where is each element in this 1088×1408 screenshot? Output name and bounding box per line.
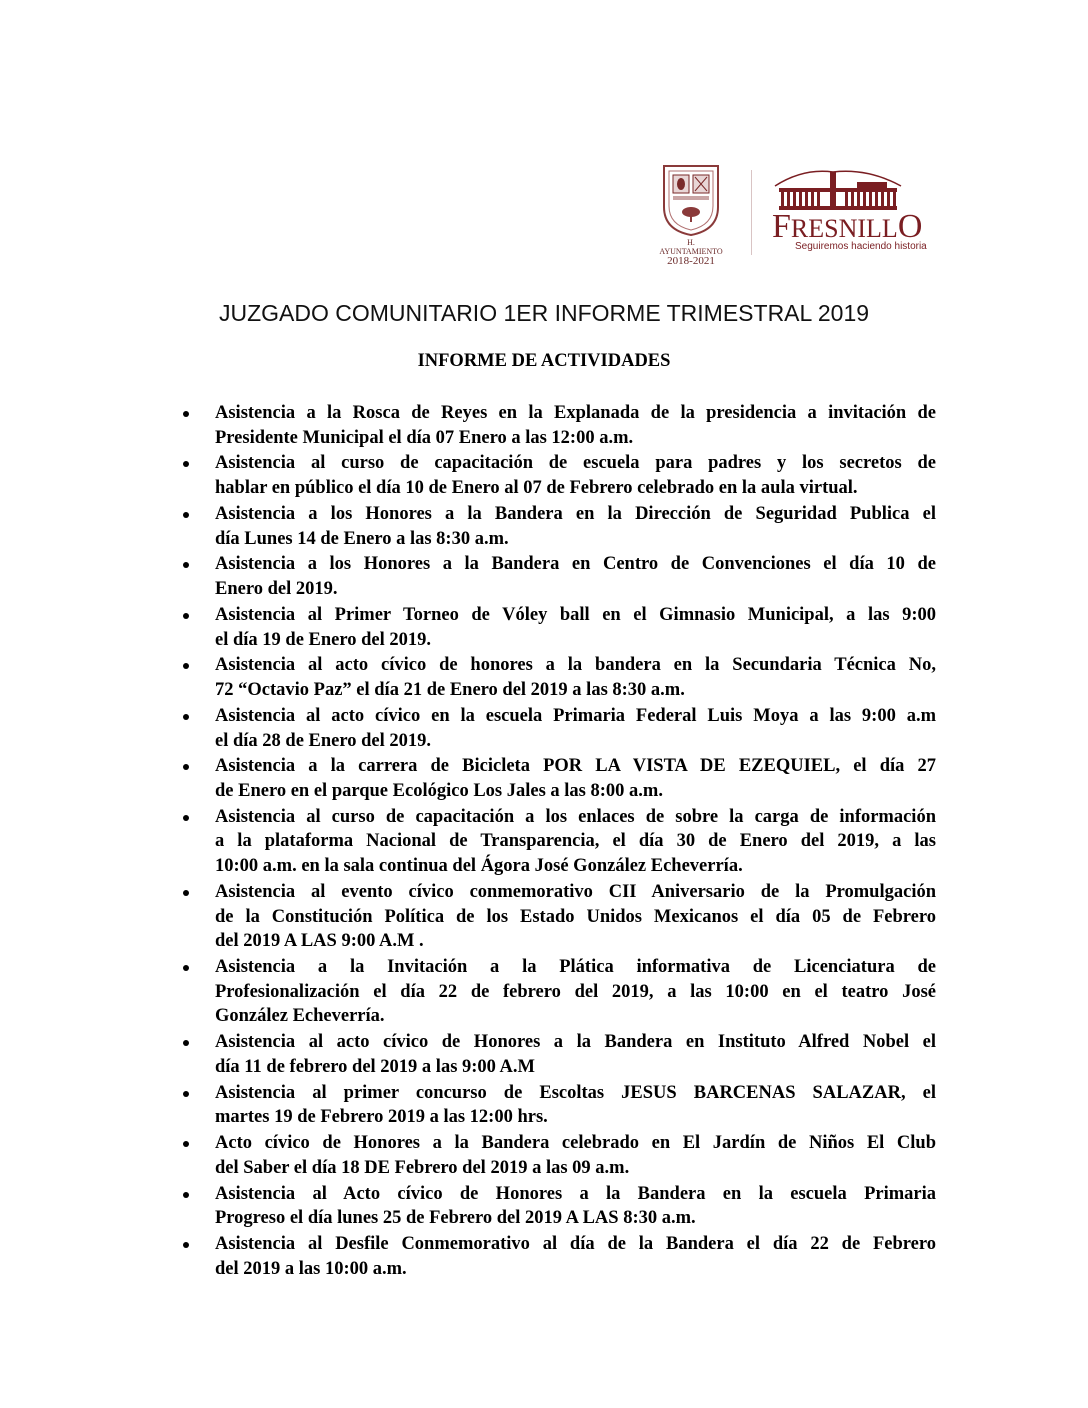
activity-line: el día 28 de Enero del 2019. bbox=[215, 730, 432, 751]
brand-last: O bbox=[897, 208, 923, 245]
activity-line: el día 19 de Enero del 2019. bbox=[215, 629, 432, 650]
bullet-icon bbox=[183, 1242, 189, 1248]
activity-line: Enero del 2019. bbox=[215, 579, 338, 600]
bullet-icon bbox=[183, 562, 189, 568]
bullet-icon bbox=[183, 411, 189, 417]
bullet-icon bbox=[183, 714, 189, 720]
activity-item bbox=[0, 552, 936, 601]
council-name: H. AYUNTAMIENTO bbox=[659, 238, 723, 256]
activity-item bbox=[0, 805, 936, 879]
activity-item bbox=[0, 451, 936, 500]
activity-item bbox=[0, 653, 936, 702]
activity-line: hablar en público el día 10 de Enero al 07 de Febrero celebrado en la aula virtual. bbox=[215, 478, 858, 499]
activity-line: Progreso el día lunes 25 de Febrero del 2019 A LAS 8:30 a.m. bbox=[215, 1208, 696, 1229]
brand-first: F bbox=[772, 208, 791, 245]
municipal-coat-of-arms-icon bbox=[660, 162, 722, 237]
activity-line: a la plataforma Nacional de Transparencia, el día 30 de Enero del 2019, a las bbox=[215, 831, 936, 852]
activity-line: Asistencia a los Honores a la Bandera en Centro de Convenciones el día 10 de bbox=[215, 554, 936, 575]
activity-item bbox=[0, 955, 936, 1029]
activity-item bbox=[0, 1030, 936, 1079]
activity-line: Asistencia al Desfile Conmemorativo al día de la Bandera el día 22 de Febrero bbox=[215, 1234, 936, 1255]
activity-line: Asistencia al acto cívico de Honores a la Bandera en Instituto Alfred Nobel el bbox=[215, 1032, 936, 1053]
document-title: JUZGADO COMUNITARIO 1ER INFORME TRIMESTRAL 2019 bbox=[218, 300, 870, 326]
activity-item bbox=[0, 1131, 936, 1180]
activity-line: Presidente Municipal el día 07 Enero a las 12:00 a.m. bbox=[215, 427, 634, 448]
activity-item bbox=[0, 1182, 936, 1231]
activity-line: Asistencia a la carrera de Bicicleta POR LA VISTA DE EZEQUIEL, el día 27 bbox=[215, 756, 936, 777]
activities-list bbox=[0, 401, 936, 1283]
activity-line: Asistencia al Primer Torneo de Vóley ball en el Gimnasio Municipal, a las 9:00 bbox=[215, 604, 936, 625]
activity-line: Asistencia al primer concurso de Escoltas JESUS BARCENAS SALAZAR, el bbox=[215, 1082, 936, 1103]
activity-line: del 2019 A LAS 9:00 A.M . bbox=[215, 931, 424, 952]
bullet-icon bbox=[183, 1091, 189, 1097]
activity-item bbox=[0, 704, 936, 753]
logo-divider bbox=[751, 170, 752, 255]
activity-line: Asistencia a la Rosca de Reyes en la Explanada de la presidencia a invitación de bbox=[215, 403, 936, 423]
bullet-icon bbox=[183, 512, 189, 518]
activity-line: 10:00 a.m. en la sala continua del Ágora José González Echeverría. bbox=[215, 856, 743, 877]
bullet-icon bbox=[183, 461, 189, 467]
council-caption bbox=[655, 238, 727, 267]
activity-item bbox=[0, 1081, 936, 1130]
bullet-icon bbox=[183, 1040, 189, 1046]
activity-line: Acto cívico de Honores a la Bandera celebrado en El Jardín de Niños El Club bbox=[215, 1133, 936, 1154]
header-logo bbox=[655, 160, 940, 267]
activity-line: de la Constitución Política de los Estado Unidos Mexicanos el día 05 de Febrero bbox=[215, 906, 936, 927]
council-years: 2018-2021 bbox=[667, 255, 715, 267]
activity-item bbox=[0, 880, 936, 954]
activity-line: González Echeverría. bbox=[215, 1006, 385, 1027]
activity-line: del Saber el día 18 DE Febrero del 2019 a las 09 a.m. bbox=[215, 1157, 630, 1178]
activity-line: Asistencia al acto cívico de honores a la bandera en la Secundaria Técnica No, bbox=[215, 655, 936, 676]
activity-line: Asistencia al acto cívico en la escuela Primaria Federal Luis Moya a las 9:00 a.m bbox=[215, 705, 936, 726]
activity-line: Asistencia al curso de capacitación a los enlaces de sobre la carga de información bbox=[215, 806, 936, 827]
activity-item bbox=[0, 401, 936, 450]
activity-line: Asistencia a los Honores a la Bandera en la Dirección de Seguridad Publica el bbox=[215, 503, 936, 524]
bullet-icon bbox=[183, 965, 189, 971]
activity-line: de Enero en el parque Ecológico Los Jales a las 8:00 a.m. bbox=[215, 780, 663, 801]
activity-line: Asistencia al curso de capacitación de escuela para padres y los secretos de bbox=[215, 453, 936, 474]
activity-item bbox=[0, 502, 936, 551]
bullet-icon bbox=[183, 764, 189, 770]
document-subtitle: INFORME DE ACTIVIDADES bbox=[417, 351, 671, 371]
activity-line: Asistencia a la Invitación a la Plática informativa de Licenciatura de bbox=[215, 957, 936, 978]
activity-line: día 11 de febrero del 2019 a las 9:00 A.M bbox=[215, 1056, 535, 1077]
activity-line: Asistencia al Acto cívico de Honores a la Bandera en la escuela Primaria bbox=[215, 1183, 936, 1204]
bullet-icon bbox=[183, 1141, 189, 1147]
activity-line: Profesionalización el día 22 de febrero del 2019, a las 10:00 en el teatro José bbox=[215, 981, 936, 1002]
bullet-icon bbox=[183, 613, 189, 619]
activity-line: 72 “Octavio Paz” el día 21 de Enero del 2019 a las 8:30 a.m. bbox=[215, 680, 685, 701]
bullet-icon bbox=[183, 663, 189, 669]
brand-middle: RESNILL bbox=[790, 214, 898, 243]
activity-line: día Lunes 14 de Enero a las 8:30 a.m. bbox=[215, 528, 509, 549]
activity-line: martes 19 de Febrero 2019 a las 12:00 hrs. bbox=[215, 1107, 548, 1128]
bullet-icon bbox=[183, 815, 189, 821]
activity-item bbox=[0, 754, 936, 803]
bullet-icon bbox=[183, 890, 189, 896]
bullet-icon bbox=[183, 1192, 189, 1198]
fresnillo-skyline-icon bbox=[773, 166, 903, 211]
brand-tagline: Seguiremos haciendo historia bbox=[795, 241, 927, 252]
activity-item bbox=[0, 603, 936, 652]
activity-line: del 2019 a las 10:00 a.m. bbox=[215, 1258, 407, 1279]
activity-item bbox=[0, 1232, 936, 1281]
activity-line: Asistencia al evento cívico conmemorativo CII Aniversario de la Promulgación bbox=[215, 881, 936, 902]
